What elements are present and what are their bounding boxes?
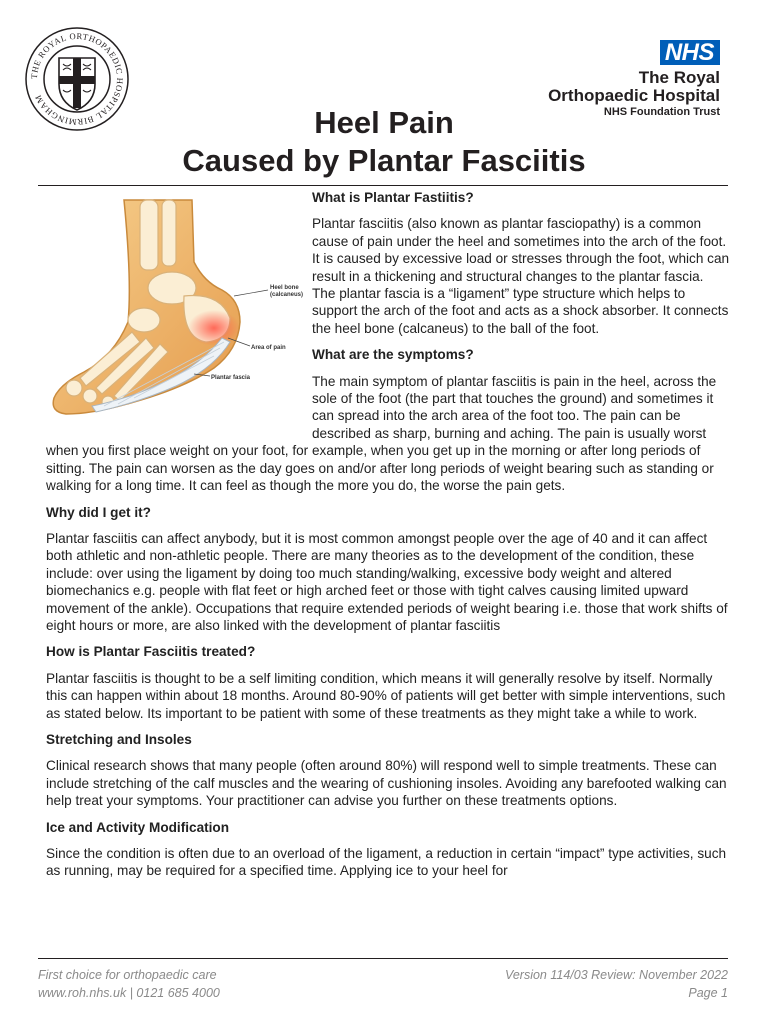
footer-page-number: Page 1: [688, 986, 728, 1000]
paragraph-stretching: Clinical research shows that many people (often around 80%) will respond well to simple treatments. These can include stretching of the calf muscles and the wearing of cushioning insoles. Avoiding any barefooted walking can help treat your symptoms. Your practitioner can advise you further on these treatments options.: [46, 758, 727, 809]
label-heel-bone: Heel bone: [270, 285, 299, 291]
illustration-spacer: [46, 189, 312, 437]
title-line1: Heel Pain: [314, 105, 454, 140]
nhs-logo: NHS: [660, 40, 720, 65]
footer-tagline: First choice for orthopaedic care: [38, 968, 217, 982]
heading-stretching: Stretching and Insoles: [46, 731, 192, 747]
org-name-line1: The Royal: [638, 68, 720, 87]
footer-divider: [38, 958, 728, 959]
footer-version: Version 114/03 Review: November 2022: [504, 968, 728, 982]
seal-ring-text: THE ROYAL ORTHOPAEDIC HOSPITAL BIRMINGHAM: [28, 30, 126, 128]
footer-left: [38, 966, 220, 1002]
paragraph-treated: Plantar fasciitis is thought to be a self limiting condition, which means it will generally resolve by itself. Normally this can happen within about 18 months. Around 80-90% of patients will get better with simple interventions, such as stated below. Its important to be patient with some of these treatments as they might take a while to work.: [46, 670, 726, 721]
label-calcaneus: (calcaneus): [270, 292, 304, 298]
heading-what-is: What is Plantar Fastiitis?: [312, 190, 474, 205]
title-line2: Caused by Plantar Fasciitis: [182, 143, 586, 178]
paragraph-what-is: Plantar fasciitis (also known as plantar fasciopathy) is a common cause of pain under the heel and sometimes into the arch of the foot. It is caused by excessive load or stresses through the foot, which can result in a thickening and structural changes to the plantar fascia. The plantar fascia is a “ligament” type structure which helps to support the arch of the foot and acts as a shock absorber. It connects the heel bone (calcaneus) to the ball of the foot.: [312, 216, 730, 336]
paragraph-ice: Since the condition is often due to an overload of the ligament, a reduction in certain “impact” type activities, such as running, may be required for a specified time. Applying ice to your heel for: [46, 846, 727, 879]
org-trust-line: NHS Foundation Trust: [603, 106, 720, 118]
heading-why: Why did I get it?: [46, 504, 151, 520]
heading-treated: How is Plantar Fasciitis treated?: [46, 644, 256, 660]
heading-ice: Ice and Activity Modification: [46, 819, 230, 835]
footer-contact: www.roh.nhs.uk | 0121 685 4000: [38, 986, 220, 1000]
article-body: [46, 189, 730, 889]
page-title: [0, 104, 768, 180]
label-plantar-fascia: Plantar fascia: [211, 375, 251, 381]
header-divider: [38, 185, 728, 186]
label-area-of-pain: Area of pain: [251, 345, 286, 351]
org-name-line2: Orthopaedic Hospital: [548, 86, 720, 105]
footer-right: [505, 966, 728, 1002]
paragraph-why: Plantar fasciitis can affect anybody, but it is most common amongst people over the age of 40 and it can affect both athletic and non-athletic people. There are many theories as to the development of the condition, these include: over using the ligament by doing too much standing/walking, excessive body weight and altered biomechanics e.g. people with flat feet or high arched feet or those with tight calves causing limited upward movement of the ankle). Occupations that require extended periods of weight bearing i.e. those that work shifts of eight hours or more, are also linked with the development of plantar fasciitis: [46, 530, 728, 633]
heading-symptoms: What are the symptoms?: [312, 347, 474, 363]
paragraph-symptoms: The main symptom of plantar fasciitis is pain in the heel, across the sole of the foot (the part that touches the ground) and sometimes it can spread into the arch area of the foot too. The pain can be described as sharp, burning and aching. The pain is usually worst when you first place weight on your foot, for example, when you get up in the morning or after long periods of sitting. The pain can worsen as the day goes on and/or after long periods of weight bearing such as standing or walking for a long time. It can feel as though the more you do, the worse the pain gets.: [46, 373, 717, 494]
